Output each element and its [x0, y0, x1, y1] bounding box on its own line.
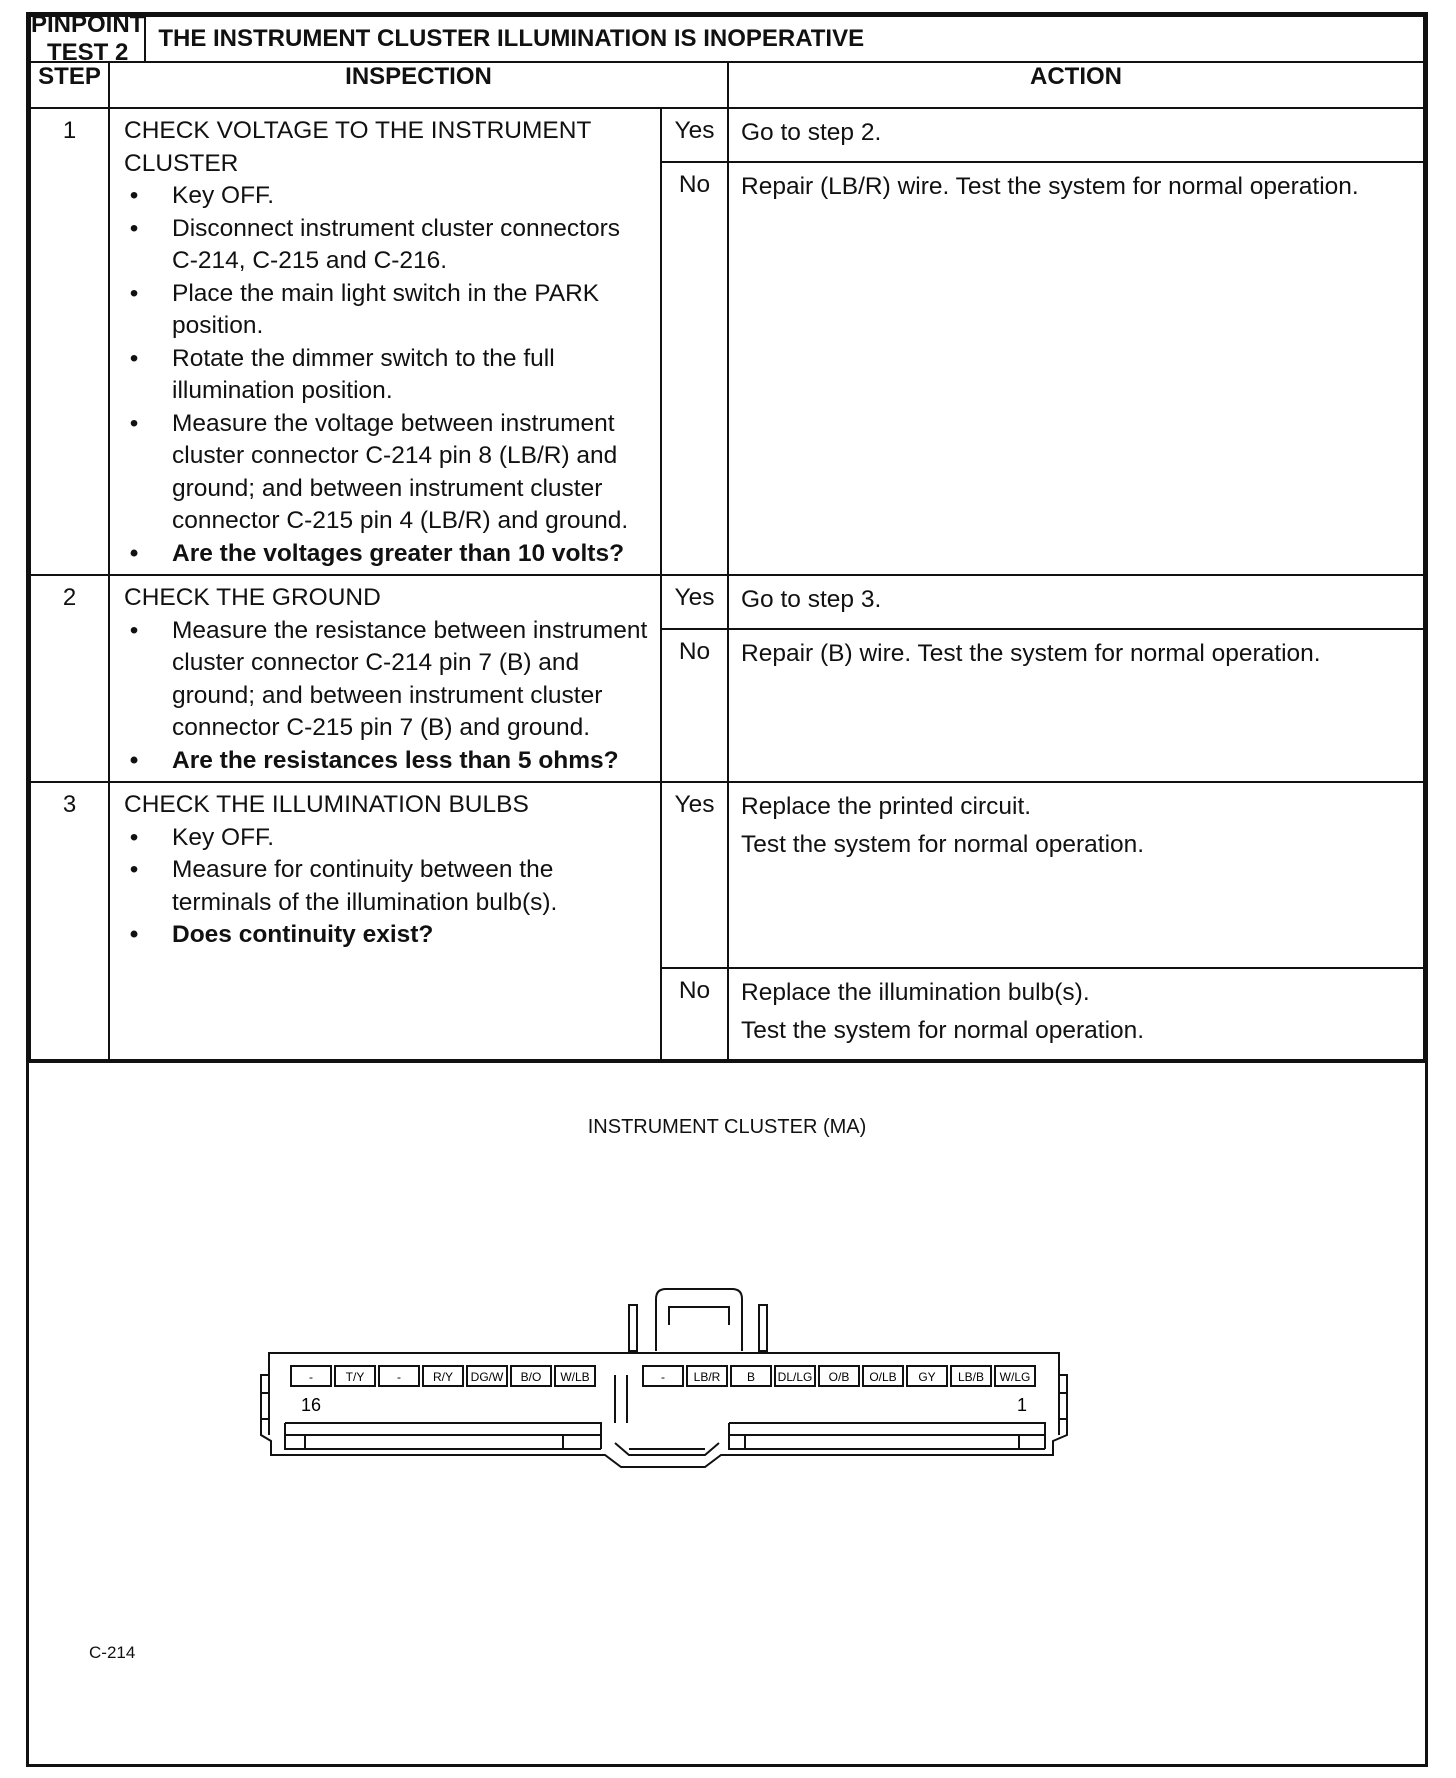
test-symptom-title: THE INSTRUMENT CLUSTER ILLUMINATION IS INOPERATIVE: [158, 25, 865, 52]
step-column-header: STEP: [30, 62, 109, 108]
connector-c214-drawing: [29, 1063, 1425, 1687]
no-label: No: [661, 162, 728, 575]
action-text: Replace the illumination bulb(s).: [741, 979, 1090, 1006]
step-bullet: • Key OFF.: [172, 822, 650, 855]
action-column-header: ACTION: [728, 62, 1424, 108]
step-bullet: • Measure for continuity between the terminals of the illumination bulb(s).: [172, 854, 650, 919]
column-header-row: [30, 62, 1424, 108]
step-bullet-list: [124, 180, 650, 570]
pin-wire-color: O/B: [828, 1370, 850, 1384]
pin-wire-color: LB/R: [693, 1370, 721, 1384]
action-text: Repair (B) wire. Test the system for normal operation.: [741, 640, 1321, 667]
no-label: No: [661, 629, 728, 782]
connector-diagram: [29, 1061, 1425, 1687]
yes-label: Yes: [661, 575, 728, 629]
no-action: [728, 629, 1424, 782]
pin-wire-color: -: [309, 1370, 313, 1384]
pin-row-left: [291, 1366, 595, 1386]
latch-post-right: [759, 1305, 767, 1351]
step-bullet: • Rotate the dimmer switch to the full illumination position.: [172, 343, 650, 408]
step-bullet: • Place the main light switch in the PARK position.: [172, 278, 650, 343]
step-inspection: [109, 575, 661, 782]
pin-wire-color: R/Y: [432, 1370, 454, 1384]
yes-label: Yes: [661, 108, 728, 162]
no-action: [728, 162, 1424, 575]
step-number: 3: [30, 782, 109, 1060]
pinpoint-table: [29, 11, 1425, 1061]
latch-post-left: [629, 1305, 637, 1351]
step-question: • Does continuity exist?: [172, 919, 650, 952]
yes-action: [728, 108, 1424, 162]
action-text: Test the system for normal operation.: [741, 1017, 1145, 1044]
step-title: CHECK THE GROUND: [124, 584, 381, 611]
pin-wire-color: W/LB: [560, 1370, 590, 1384]
step-title: CHECK VOLTAGE TO THE INSTRUMENT CLUSTER: [124, 117, 591, 177]
pin-wire-color: DL/LG: [777, 1370, 813, 1384]
inspection-column-header: INSPECTION: [109, 62, 728, 108]
step-number: 2: [30, 575, 109, 782]
pin-number-1: 1: [1017, 1395, 1028, 1415]
pin-row-right: [643, 1366, 1035, 1386]
yes-label: Yes: [661, 782, 728, 968]
pin-wire-color: -: [661, 1370, 665, 1384]
action-text: Go to step 2.: [741, 119, 882, 146]
pinpoint-test-sheet: [26, 12, 1428, 1767]
step-inspection: [109, 782, 661, 1060]
pin-number-16: 16: [301, 1395, 322, 1415]
step-row-3: [30, 782, 1424, 968]
pin-wire-color: B/O: [520, 1370, 542, 1384]
pin-wire-color: GY: [918, 1370, 936, 1384]
step-question: • Are the voltages greater than 10 volts?: [172, 538, 650, 571]
pin-wire-color: -: [397, 1370, 401, 1384]
pin-wire-color: O/LB: [869, 1370, 897, 1384]
yes-action: [728, 575, 1424, 629]
pin-wire-color: B: [746, 1370, 756, 1384]
step-question: • Are the resistances less than 5 ohms?: [172, 745, 650, 778]
step-bullet: • Disconnect instrument cluster connectors C-214, C-215 and C-216.: [172, 213, 650, 278]
action-text: Replace the printed circuit.: [741, 793, 1032, 820]
step-inspection: [109, 108, 661, 575]
step-bullet: • Measure the resistance between instrument cluster connector C-214 pin 7 (B) and ground; and between instrument cluster connector C-215 pin 7 (B) and ground.: [172, 615, 650, 745]
connector-id: C-214: [89, 1643, 136, 1662]
pin-wire-color: T/Y: [345, 1370, 365, 1384]
step-row-1: [30, 108, 1424, 162]
step-number: 1: [30, 108, 109, 575]
action-text: Test the system for normal operation.: [741, 831, 1145, 858]
steps-body: [30, 108, 1424, 1060]
step-bullet: • Key OFF.: [172, 180, 650, 213]
action-text: Go to step 3.: [741, 586, 882, 613]
pin-wire-color: W/LG: [999, 1370, 1031, 1384]
test-id: PINPOINT TEST 2: [31, 11, 145, 66]
step-bullet: • Measure the voltage between instrument cluster connector C-214 pin 8 (LB/R) and ground; and between instrument cluster connector C-215 pin 4 (LB/R) and ground.: [172, 408, 650, 538]
step-title: CHECK THE ILLUMINATION BULBS: [124, 791, 529, 818]
step-row-2: [30, 575, 1424, 629]
no-action: [728, 968, 1424, 1060]
step-bullet-list: [124, 615, 650, 778]
step-bullet-list: [124, 822, 650, 952]
test-header-row: [30, 16, 1424, 62]
pin-wire-color: LB/B: [957, 1370, 985, 1384]
action-text: Repair (LB/R) wire. Test the system for normal operation.: [741, 173, 1359, 200]
no-label: No: [661, 968, 728, 1060]
yes-action: [728, 782, 1424, 968]
pin-wire-color: DG/W: [470, 1370, 504, 1384]
diagram-title: INSTRUMENT CLUSTER (MA): [587, 1116, 867, 1138]
